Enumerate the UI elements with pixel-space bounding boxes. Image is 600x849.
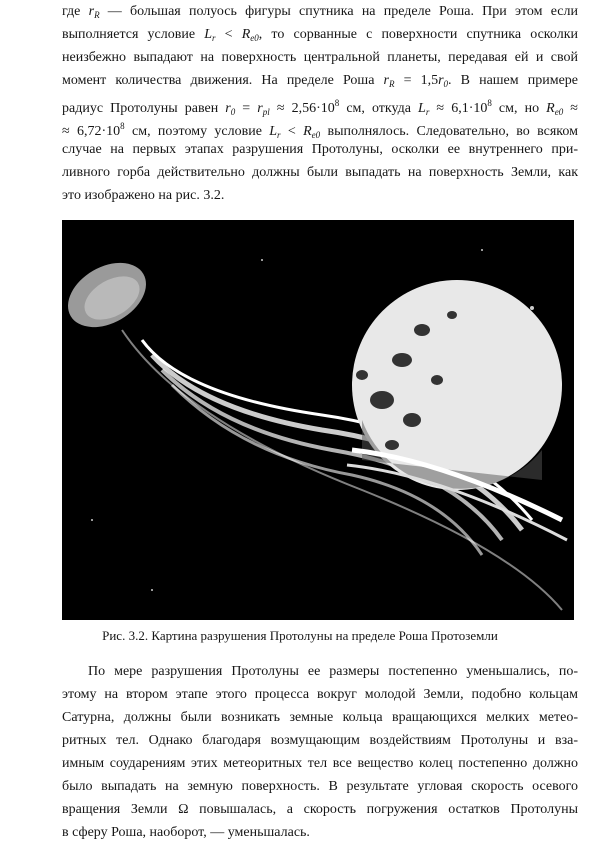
text-segment: было выпадать на земную поверхность. В результате угловая скорость осевого [62, 779, 578, 794]
text-segment: имным соударениям этих метеоритных тел все вещество колец постепенно должно [62, 756, 578, 771]
math-symbol: pl [262, 107, 270, 117]
text-segment: выполнялось. Следовательно, во всяком [320, 124, 578, 139]
figure-caption: Рис. 3.2. Картина разрушения Протолуны на пределе Роша Протоземли [102, 628, 498, 643]
text-segment: где [62, 4, 89, 19]
text-segment: < [280, 124, 304, 139]
text-line [62, 706, 578, 729]
text-segment: = 1,5 [394, 73, 439, 88]
text-line [62, 660, 578, 683]
text-segment: неизбежно выпадают на поверхность центральной планеты, передавая ей и свой [62, 50, 578, 65]
math-symbol: R [94, 10, 100, 20]
text-line [62, 23, 578, 46]
text-segment: — большая полуось фигуры спутника на пределе Роша. При этом если [99, 4, 578, 19]
text-segment: вращения Земли Ω повышалась, а скорость погружения остатков Протолуны [62, 802, 578, 817]
paragraph-roche-limit [62, 0, 578, 207]
text-line [62, 138, 578, 161]
math-symbol: r [277, 130, 281, 140]
math-symbol: r [257, 101, 263, 116]
math-symbol: L [269, 124, 278, 139]
math-symbol: r [438, 73, 444, 88]
math-symbol: 8 [487, 98, 492, 108]
text-segment: ливного горба действительно должны были выпадать на поверхность Земли, как [62, 165, 578, 180]
text-line [62, 821, 578, 844]
math-symbol: r [425, 107, 430, 117]
math-symbol: L [418, 101, 426, 116]
text-segment: Сатурна, должны были возникать земные кольца вращающихся мелких метео- [62, 710, 578, 725]
text-line [62, 46, 578, 69]
text-segment: = [235, 101, 258, 116]
text-line [62, 798, 578, 821]
illustration-planet-rings [62, 220, 574, 620]
text-segment: момент количества движения. На пределе Роша [62, 73, 384, 88]
paragraph-earth-rings [62, 660, 578, 844]
text-segment: , то сорванные с поверхности спутника осколки [258, 27, 578, 42]
math-symbol: r [383, 73, 389, 88]
text-segment: см, поэтому условие [124, 124, 270, 139]
math-symbol: r [212, 33, 216, 43]
text-segment: это изображено на рис. 3.2. [62, 188, 225, 203]
text-line [62, 161, 578, 184]
math-symbol: e0 [250, 33, 259, 43]
math-symbol: r [225, 101, 231, 116]
math-symbol: 8 [334, 98, 340, 108]
math-symbol: r [88, 4, 95, 19]
text-segment: ≈ [563, 101, 578, 116]
text-line [62, 683, 578, 706]
text-line [62, 115, 578, 138]
text-segment: < [215, 27, 242, 42]
text-line [62, 69, 578, 92]
text-segment: ≈ 6,1·10 [429, 101, 488, 116]
text-line [62, 775, 578, 798]
text-segment: случае на первых этапах разрушения Протолуны, осколки ее внутреннего при- [62, 142, 578, 157]
text-line [62, 184, 578, 207]
text-segment: см, откуда [339, 101, 419, 116]
figure-protomoon-destruction [62, 220, 574, 620]
text-segment: этому на втором этапе этого процесса вокруг молодой Земли, подобно кольцам [62, 687, 578, 702]
math-symbol: 0 [230, 107, 236, 117]
text-segment: ≈ 6,72·10 [62, 124, 121, 139]
text-segment: ритных тел. Однако благодаря возмущающим воздействиям Протолуны и вза- [62, 733, 578, 748]
text-segment: По мере разрушения Протолуны ее размеры постепенно уменьшались, по- [88, 664, 578, 679]
math-symbol: R [303, 124, 312, 139]
text-segment: . В нашем примере [448, 73, 579, 88]
text-segment: в сферу Роша, наоборот, — уменьшалась. [62, 825, 310, 840]
math-symbol: R [388, 79, 395, 89]
text-line [62, 752, 578, 775]
math-symbol: R [241, 27, 251, 42]
math-symbol: 8 [120, 121, 125, 131]
math-symbol: R [546, 101, 555, 116]
text-segment: выполняется условие [62, 27, 205, 42]
text-line [62, 729, 578, 752]
math-symbol: 0 [443, 79, 449, 89]
math-symbol: e0 [311, 130, 321, 140]
text-segment: радиус Протолуны равен [62, 101, 226, 116]
math-symbol: e0 [554, 107, 564, 117]
text-line [62, 0, 578, 23]
math-symbol: L [204, 27, 212, 42]
text-line [62, 92, 578, 115]
text-segment: ≈ 2,56·10 [269, 101, 335, 116]
text-segment: см, но [491, 101, 547, 116]
